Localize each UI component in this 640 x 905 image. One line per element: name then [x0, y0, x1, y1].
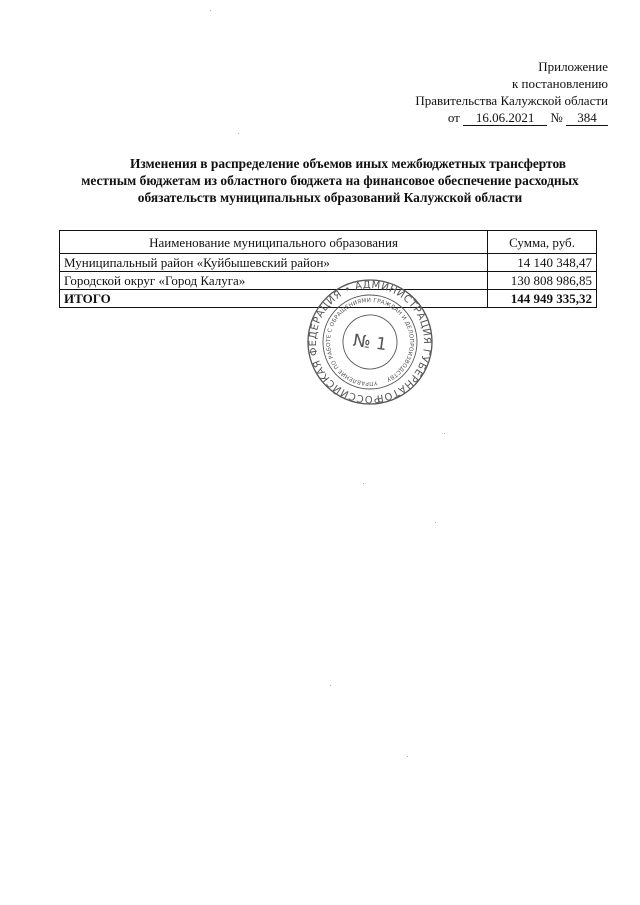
- scan-speck: [363, 483, 364, 484]
- official-stamp: [305, 277, 435, 407]
- stamp-center-number: № 1: [351, 330, 389, 356]
- scan-speck: [444, 433, 445, 434]
- decree-number: 384: [566, 111, 608, 126]
- table-header-row: [60, 231, 597, 254]
- decree-date: 16.06.2021: [463, 111, 547, 126]
- column-header-name: Наименование муниципального образования: [60, 231, 488, 254]
- row-name: Городской округ «Город Калуга»: [60, 272, 488, 290]
- title-line-1: Изменения в распределение объемов иных межбюджетных трансфертов: [129, 156, 567, 171]
- total-sum: 144 949 335,32: [488, 290, 597, 308]
- table-row: [60, 254, 597, 272]
- scan-speck: [238, 133, 239, 134]
- column-header-sum: Сумма, руб.: [488, 231, 597, 254]
- stamp-inner-text: УПРАВЛЕНИЕ ПО РАБОТЕ С ОБРАЩЕНИЯМИ ГРАЖДАН И ДЕЛОПРОИЗВОДСТВУ: [325, 297, 415, 387]
- row-sum: 130 808 986,85: [488, 272, 597, 290]
- stamp-outer-text: РОССИЙСКАЯ ФЕДЕРАЦИЯ • АДМИНИСТРАЦИЯ ГУБЕРНАТОРА: [307, 279, 433, 405]
- document-title: [60, 155, 600, 206]
- title-line-2: местным бюджетам из областного бюджета на финансовое обеспечение расходных: [81, 173, 579, 188]
- date-prefix: от: [447, 110, 460, 125]
- title-line-3: обязательств муниципальных образований Калужской области: [137, 190, 523, 205]
- government-label: Правительства Калужской области: [415, 93, 608, 108]
- date-number-line: [415, 109, 608, 126]
- scan-speck: [210, 10, 211, 11]
- appendix-header: [415, 58, 608, 126]
- appendix-label: Приложение: [538, 59, 608, 74]
- to-decree-label: к постановлению: [511, 76, 608, 91]
- number-sign: №: [550, 110, 563, 125]
- row-name: Муниципальный район «Куйбышевский район»: [60, 254, 488, 272]
- scan-speck: [407, 756, 408, 757]
- scan-speck: [435, 522, 436, 523]
- row-sum: 14 140 348,47: [488, 254, 597, 272]
- total-label: ИТОГО: [60, 290, 488, 308]
- scan-speck: [330, 685, 331, 686]
